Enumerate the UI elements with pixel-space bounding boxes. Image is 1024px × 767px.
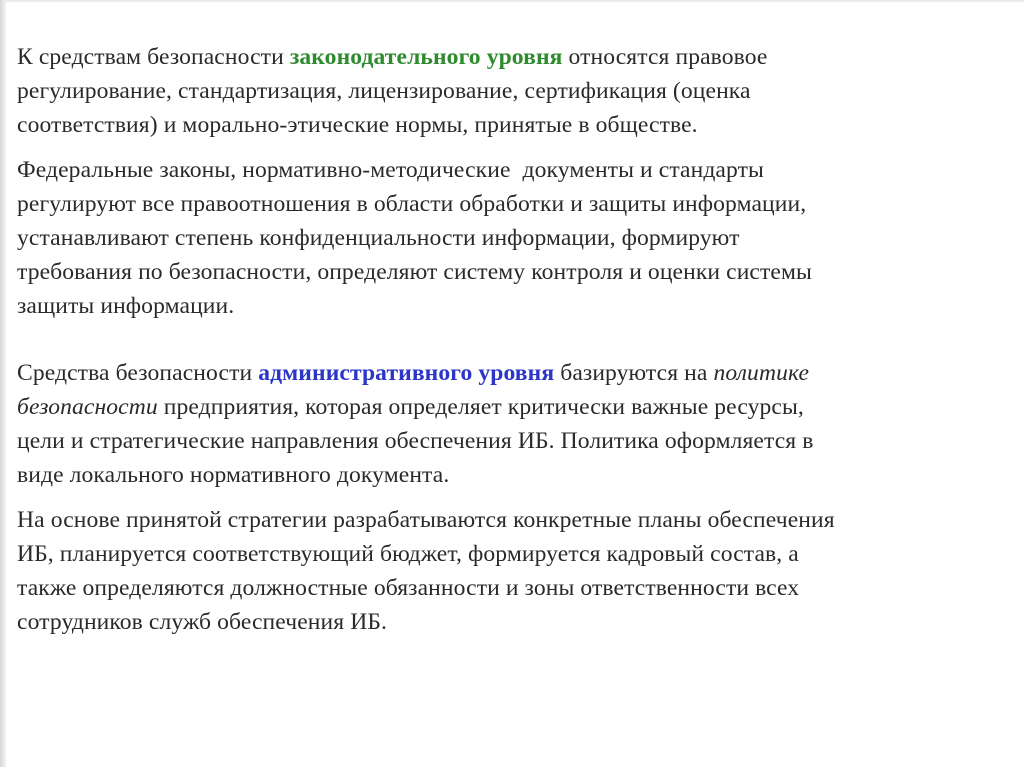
paragraph-spacer [17, 142, 1017, 153]
paragraph-line: требования по безопасности, определяют систему контроля и оценки системы [17, 259, 812, 285]
paragraph-line: ИБ, планируется соответствующий бюджет, формируется кадровый состав, а [17, 541, 799, 567]
text-run: К средствам безопасности [17, 44, 290, 70]
paragraph-line: Федеральные законы, нормативно-методические документы и стандарты [17, 157, 764, 183]
paragraph-line [17, 40, 1017, 74]
paragraph-line: регулируют все правоотношения в области обработки и защиты информации, [17, 191, 807, 217]
paragraph-line: устанавливают степень конфиденциальности информации, формируют [17, 225, 740, 251]
text-run: базируются на [554, 360, 714, 386]
legislative-level-highlight: законодательного уровня [289, 44, 563, 70]
paragraph-line: виде локального нормативного документа. [17, 462, 450, 488]
paragraph-administrative-level [17, 356, 1017, 492]
administrative-level-highlight: административного уровня [258, 360, 555, 386]
paragraph-line [17, 390, 1017, 424]
paragraph-line [17, 356, 1017, 390]
paragraph-line: сотрудников служб обеспечения ИБ. [17, 609, 387, 635]
paragraph-federal-laws [17, 153, 1017, 323]
security-policy-italic: безопасности [17, 394, 158, 420]
security-policy-italic: политике [713, 360, 810, 386]
paragraph-spacer [17, 323, 1017, 356]
slide-left-edge [0, 0, 6, 767]
paragraph-line: цели и стратегические направления обеспечения ИБ. Политика оформляется в [17, 428, 814, 454]
text-run: относятся правовое [562, 44, 768, 70]
slide-top-edge [0, 0, 1024, 3]
paragraph-line: На основе принятой стратегии разрабатываются конкретные планы обеспечения [17, 507, 835, 533]
paragraph-line: защиты информации. [17, 293, 235, 319]
paragraph-strategy-plans [17, 503, 1017, 639]
paragraph-line: регулирование, стандартизация, лицензирование, сертификация (оценка [17, 78, 751, 104]
paragraph-spacer [17, 492, 1017, 503]
paragraph-legislative-level [17, 40, 1017, 142]
text-run: предприятия, которая определяет критически важные ресурсы, [157, 394, 804, 420]
paragraph-line: также определяются должностные обязанности и зоны ответственности всех [17, 575, 800, 601]
paragraph-line: соответствия) и морально-этические нормы, принятые в обществе. [17, 112, 698, 138]
slide-body [17, 40, 1017, 639]
text-run: Средства безопасности [17, 360, 259, 386]
